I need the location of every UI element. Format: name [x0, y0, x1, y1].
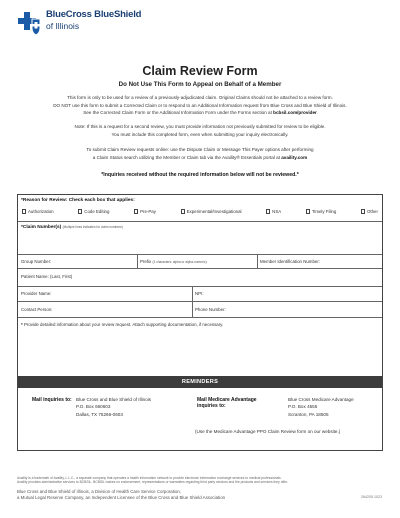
reason-other[interactable]: [361, 209, 378, 214]
reason-timely-filing[interactable]: [306, 209, 336, 214]
checkbox[interactable]: [78, 209, 82, 214]
claim-numbers-label: [21, 225, 123, 230]
mail-medicare-label-line-2: inquiries to:: [197, 403, 226, 410]
reason-authorization[interactable]: [22, 209, 54, 214]
reason-label-timely-filing: Timely Filing: [311, 209, 337, 214]
patient-name-field[interactable]: Patient Name: (Last, First): [21, 274, 73, 279]
claim-numbers-row[interactable]: [18, 222, 382, 255]
provider-row: [18, 287, 382, 302]
medicare-form-note: (Use the Medicare Advantage PPO Claim Review form on our website.): [195, 429, 341, 434]
reason-nsa[interactable]: [266, 209, 281, 214]
claim-review-form: [17, 194, 383, 451]
reason-checkboxes: [22, 209, 378, 214]
provider-site-link[interactable]: bcbsil.com/provider: [273, 110, 317, 116]
mail-medicare-label: [197, 397, 257, 410]
divider: [192, 302, 193, 317]
detail-label: [21, 322, 223, 327]
detail-label-text: Provide detailed information about your review request. Attach supporting documentation, if necessary.: [23, 322, 224, 327]
intro-line-2: DO NOT use this form to submit a Corrected Claim or to respond to an Additional Information request from Blue Cross and Blue Shield of Illinois.: [53, 102, 347, 108]
online-line-2-text: a Claim Status search utilizing the Member or Claim tab via the Availity® Essentials portal at: [92, 154, 280, 160]
mail-address-1-line-1: Blue Cross and Blue Shield of Illinois: [76, 397, 152, 402]
patient-name-row: [18, 269, 382, 287]
mail-address-1-line-3: Dallas, TX 75266-0603: [76, 411, 123, 417]
note-line-2: You must include this completed form, even when submitting your inquiry electronically.: [111, 131, 289, 137]
prefix-field[interactable]: [140, 259, 207, 264]
mail-address-2: [288, 396, 354, 418]
reason-label-other: Other: [366, 209, 378, 214]
form-title: Claim Review Form: [142, 64, 258, 78]
mail-address-1-line-2: P.O. Box 660603: [76, 404, 111, 410]
divider: [192, 287, 193, 301]
reason-label: *Reason for Review: Check each box that applies:: [21, 198, 135, 203]
availity-disclaimer-line-2: Availity provides administrative services to BCBSIL. BCBSIL makes no endorsement, representations or warranties regarding third party vendors and the products and services they offer.: [17, 480, 288, 485]
mail-medicare-label-line-1: Mail Medicare Advantage: [197, 397, 257, 403]
online-line-2: [20, 154, 380, 162]
reason-label-pre-pay: Pre-Pay: [140, 209, 156, 214]
phone-number-field[interactable]: Phone Number:: [195, 307, 226, 312]
cross-shield-icon: [16, 10, 42, 36]
mail-address-2-line-3: Scranton, PA 18505: [288, 411, 329, 417]
intro-line-3: [20, 109, 380, 117]
reason-experimental[interactable]: [181, 209, 242, 214]
intro-line-1: This form is only to be used for a review of a previously-adjudicated claim. Original Claims should not be attached to a review form.: [67, 95, 333, 100]
online-paragraph: [20, 146, 380, 161]
checkbox[interactable]: [22, 209, 26, 214]
contact-row: [18, 302, 382, 318]
availity-disclaimer-line-1: Availity is a trademark of Availity, L.L.C., a separate company that operates a health information network to provide electronic information exchange services to medical professionals.: [17, 476, 282, 480]
checkbox[interactable]: [134, 209, 138, 214]
divider: [137, 255, 138, 268]
legal-footer: [17, 489, 225, 502]
claim-numbers-hint: (Multiple lines indicates for claim numbers): [62, 225, 123, 229]
checkbox[interactable]: [361, 209, 365, 214]
reason-label-code-editing: Code Editing: [84, 209, 110, 214]
checkbox[interactable]: [306, 209, 310, 214]
group-prefix-row: [18, 255, 382, 269]
reason-label-nsa: NSA: [272, 209, 282, 214]
reason-label-authorization: Authorization: [28, 209, 54, 214]
required-info-notice: *Inquiries received without the required information below will not be reviewed.*: [101, 172, 299, 178]
prefix-label: Prefix: [140, 259, 152, 264]
availity-disclaimer: [17, 476, 383, 485]
divider: [257, 255, 258, 268]
group-number-field[interactable]: Group Number:: [21, 259, 52, 264]
contact-person-field[interactable]: Contact Person:: [21, 307, 53, 312]
checkbox[interactable]: [181, 209, 185, 214]
legal-footer-line-2: a Mutual Legal Reserve Company, an Independent Licensee of the Blue Cross and Blue Shield Association: [17, 495, 226, 501]
reminders-header: REMINDERS: [18, 376, 382, 388]
logo-subtitle: of Illinois: [46, 20, 80, 31]
mail-address-1: [76, 396, 151, 418]
reason-pre-pay[interactable]: [134, 209, 156, 214]
intro-paragraph: [20, 94, 380, 117]
reason-code-editing[interactable]: [78, 209, 109, 214]
member-id-field[interactable]: Member Identification Number:: [260, 259, 321, 264]
mail-address-2-line-2: P.O. Box 4555: [288, 404, 318, 410]
reason-label-experimental: Experimental/Investigational: [186, 209, 242, 214]
legal-footer-line-1: Blue Cross and Blue Shield of Illinois, a Division of Health Care Service Corporation,: [17, 489, 181, 494]
claim-numbers-label-text: *Claim Number(s): [21, 225, 62, 230]
required-asterisk: *: [21, 322, 23, 327]
intro-line-3-text: See the Corrected Claim Form or the Additional Information Form under the Forms section at: [83, 110, 272, 116]
provider-name-field[interactable]: Provider Name:: [21, 291, 52, 296]
reason-row: [18, 195, 382, 222]
mail-inquiries-label: Mail inquiries to:: [32, 397, 72, 403]
note-paragraph: [20, 123, 380, 138]
prefix-hint: (3 characters: alpha or alpha-numeric):: [152, 260, 208, 264]
form-code: 264205.1023: [361, 495, 382, 499]
logo-name: BlueCross BlueShield: [46, 9, 142, 20]
mail-address-2-line-1: Blue Cross Medicare Advantage: [288, 397, 354, 402]
npi-field[interactable]: NPI:: [195, 291, 204, 296]
bcbs-logo: [16, 10, 141, 36]
availity-link[interactable]: availity.com: [281, 154, 308, 160]
note-line-1: Note: If this is a request for a second review, you must provide information not previously submitted for review to be eligible.: [74, 124, 326, 129]
checkbox[interactable]: [266, 209, 270, 214]
online-line-1: To submit Claim Review requests online: use the Dispute Claim or Message This Payer options after performing: [86, 147, 314, 152]
detail-area[interactable]: [18, 318, 382, 376]
form-subtitle: Do Not Use This Form to Appeal on Behalf of a Member: [118, 81, 282, 88]
